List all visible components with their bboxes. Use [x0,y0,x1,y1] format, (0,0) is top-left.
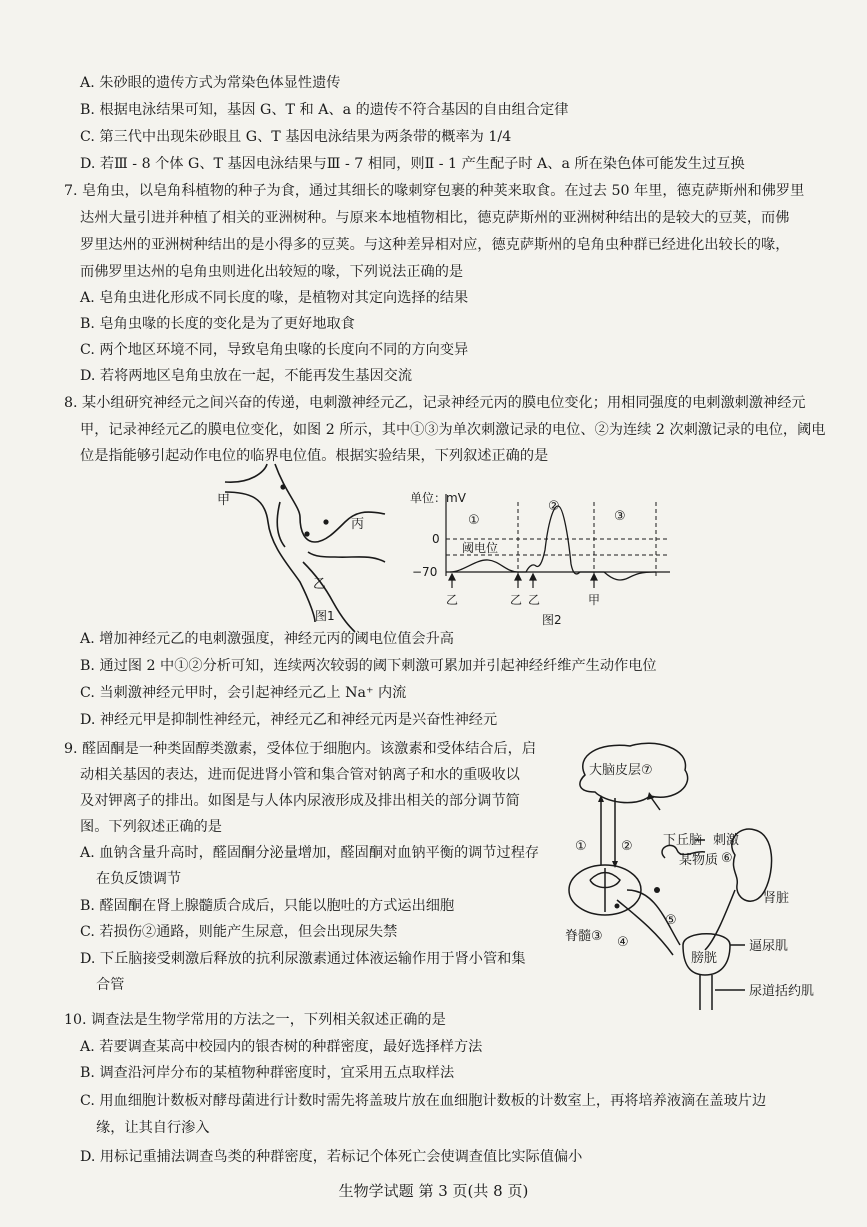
fig-label-kidney: 肾脏 [763,891,790,906]
fig1-label-yi: 乙 [313,577,327,592]
q7-stem-line: 7. 皂角虫，以皂角科植物的种子为食，通过其细长的喙刺穿包裹的种荚来取食。在过去 50 年里，德克萨斯州和佛罗里 [64,183,805,199]
q6-option-a: A. 朱砂眼的遗传方式为常染色体显性遗传 [80,75,341,91]
q8-option-d: D. 神经元甲是抑制性神经元，神经元乙和神经元丙是兴奋性神经元 [80,712,498,728]
fig1-label-bing: 丙 [351,517,365,532]
fig2-label-2: ② [548,499,560,514]
q9-stem-line: 动相关基因的表达，进而促进肾小管和集合管对钠离子和水的重吸收以 [80,767,520,783]
q7-stem-line: 达州大量引进并种植了相关的亚洲树种。与原来本地植物相比，德克萨斯州的亚洲树种结出的是较大的豆荚，而佛 [80,210,790,226]
fig-label-2: ② [621,839,633,854]
fig-label-sphincter: 尿道括约肌 [749,984,815,999]
fig-label-spinal: 脊髓③ [565,929,603,944]
q9-stem-line: 图。下列叙述正确的是 [80,819,222,835]
q8-stem-line: 甲，记录神经元乙的膜电位变化，如图 2 所示，其中①③为单次刺激记录的电位、②为连续 2 次刺激记录的电位，阈电 [80,422,826,438]
fig1-caption: 图1 [315,609,335,623]
fig2-unit-label: 单位：mV [410,491,466,505]
fig-label-substance: 某物质 [679,853,719,868]
q9-stem-line: 及对钾离子的排出。如图是与人体内尿液形成及排出相关的部分调节简 [80,793,520,809]
q10-option-c-cont: 缘，让其自行渗入 [96,1120,210,1136]
fig-label-stimulus: 刺激 [713,833,740,848]
q6-option-c: C. 第三代中出现朱砂眼且 G、T 基因电泳结果为两条带的概率为 1/4 [80,129,512,145]
fig-label-4: ④ [617,935,629,950]
fig2-stim-yi-3: 乙 [528,593,541,607]
q9-option-d: D. 下丘脑接受刺激后释放的抗利尿激素通过体液运输作用于肾小管和集 [80,951,526,967]
fig-label-5: ⑤ [665,913,677,928]
fig-label-detrusor: 逼尿肌 [749,939,789,954]
q9-option-a-cont: 在负反馈调节 [96,871,182,887]
fig-label-1: ① [575,839,587,854]
q6-option-b: B. 根据电泳结果可知，基因 G、T 和 A、a 的遗传不符合基因的自由组合定律 [80,102,569,118]
fig2-caption: 图2 [542,613,562,627]
fig2-stim-jia: 甲 [588,593,601,607]
q10-option-a: A. 若要调查某高中校园内的银杏树的种群密度，最好选择样方法 [80,1039,483,1055]
fig2-stim-yi-1: 乙 [446,593,459,607]
q7-stem-line: 罗里达州的亚洲树种结出的是小得多的豆荚。与这种差异相对应，德克萨斯州的皂角虫种群已经进化出较长的喙， [80,237,790,253]
q6-option-d: D. 若Ⅲ - 8 个体 G、T 基因电泳结果与Ⅲ - 7 相同，则Ⅱ - 1 产生配子时 A、a 所在染色体可能发生过互换 [80,156,745,172]
q10-option-b: B. 调查沿河岸分布的某植物种群密度时，宜采用五点取样法 [80,1065,455,1081]
fig1-label-jia: 甲 [217,493,231,508]
q8-option-c: C. 当刺激神经元甲时，会引起神经元乙上 Na⁺ 内流 [80,685,407,701]
q9-option-b: B. 醛固酮在肾上腺髓质合成后，只能以胞吐的方式运出细胞 [80,898,455,914]
fig-label-cortex: 大脑皮层⑦ [589,763,653,778]
q7-stem-line: 而佛罗里达州的皂角虫则进化出较短的喙，下列说法正确的是 [80,264,464,280]
fig2-zero-tick: 0 [432,532,440,546]
q10-stem: 10. 调查法是生物学常用的方法之一，下列相关叙述正确的是 [64,1012,446,1028]
q8-option-b: B. 通过图 2 中①②分析可知，连续两次较弱的阈下刺激可累加并引起神经纤维产生动作电位 [80,658,657,674]
q8-stem-line: 位是指能够引起动作电位的临界电位值。根据实验结果，下列叙述正确的是 [80,448,549,464]
q7-option-d: D. 若将两地区皂角虫放在一起，不能再发生基因交流 [80,368,413,384]
figure-1-synapse-diagram [205,462,405,637]
fig-label-6: ⑥ [721,851,733,866]
figure-2-membrane-potential-graph [408,484,678,634]
q10-option-c: C. 用血细胞计数板对酵母菌进行计数时需先将盖玻片放在血细胞计数板的计数室上，再将培养液滴在盖玻片边 [80,1093,767,1109]
q8-option-a: A. 增加神经元乙的电刺激强度，神经元丙的阈电位值会升高 [80,631,454,647]
page-footer: 生物学试题 第 3 页(共 8 页) [338,1182,529,1200]
fig2-neg70-tick: −70 [412,565,438,579]
q8-stem-line: 8. 某小组研究神经元之间兴奋的传递，电刺激神经元乙，记录神经元丙的膜电位变化；用相同强度的电刺激刺激神经元 [64,395,806,411]
figure-urination-regulation-diagram [555,740,845,1022]
q7-option-b: B. 皂角虫喙的长度的变化是为了更好地取食 [80,316,355,332]
fig2-label-1: ① [468,513,480,528]
fig2-label-3: ③ [614,509,626,524]
q9-option-d-cont: 合管 [96,977,125,993]
fig-label-bladder: 膀胱 [691,951,718,966]
q10-option-d: D. 用标记重捕法调查鸟类的种群密度，若标记个体死亡会使调查值比实际值偏小 [80,1149,583,1165]
q7-option-c: C. 两个地区环境不同，导致皂角虫喙的长度向不同的方向变异 [80,342,469,358]
fig2-stim-yi-2: 乙 [510,593,523,607]
q9-option-c: C. 若损伤②通路，则能产生尿意，但会出现尿失禁 [80,924,398,940]
q9-option-a: A. 血钠含量升高时，醛固酮分泌量增加，醛固酮对血钠平衡的调节过程存 [80,845,540,861]
fig2-threshold-label: 阈电位 [462,541,499,555]
fig-label-hypothalamus: 下丘脑 [663,833,703,848]
q7-option-a: A. 皂角虫进化形成不同长度的喙，是植物对其定向选择的结果 [80,290,469,306]
q9-stem-line: 9. 醛固酮是一种类固醇类激素，受体位于细胞内。该激素和受体结合后，启 [64,741,537,757]
